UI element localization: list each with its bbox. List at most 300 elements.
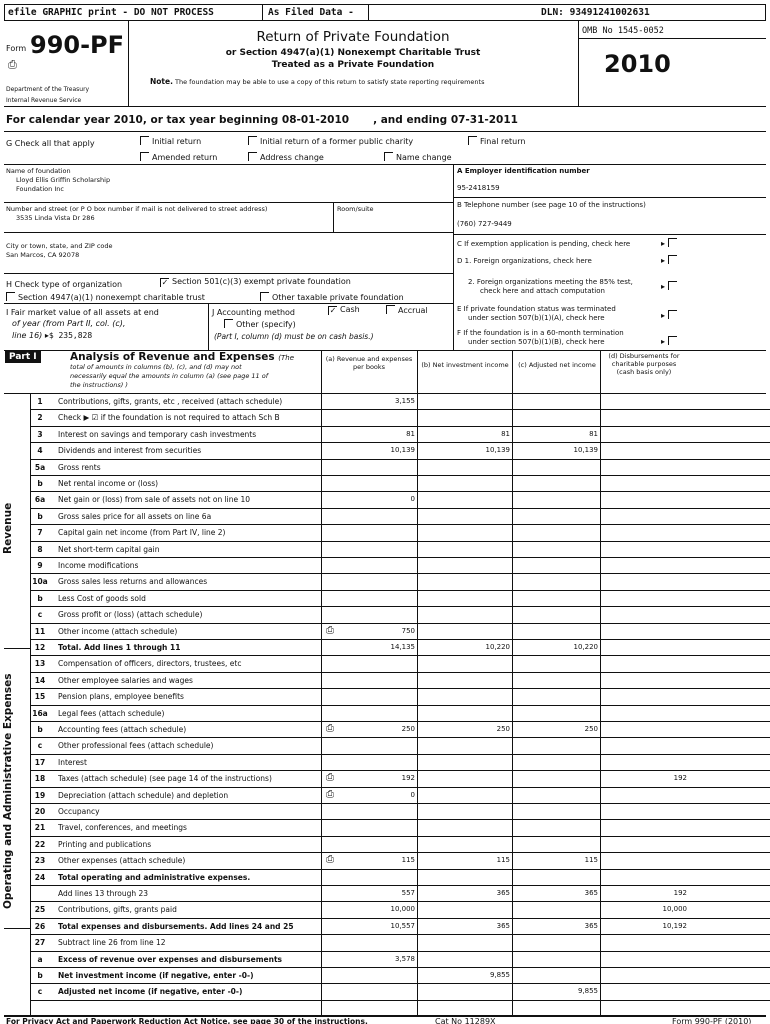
dln-number: DLN: 93491241002631 [541,7,650,18]
table-row [30,673,770,689]
line-label: Contributions, gifts, grants, etc , received (attach schedule) [58,397,283,406]
col-b-value[interactable] [417,624,512,640]
col-a-value[interactable] [321,689,417,705]
foundation-name-2: Foundation Inc [16,185,64,193]
attachment-icon[interactable]: ⎙ [326,772,334,784]
col-b-value[interactable] [417,771,512,787]
checkbox-accrual[interactable]: Accrual [386,305,428,315]
col-b-value[interactable] [417,689,512,705]
col-c-value[interactable] [512,624,600,640]
col-d-value[interactable] [600,542,689,558]
col-c-value[interactable]: 365 [512,919,600,935]
line-label: Add lines 13 through 23 [58,889,149,898]
line-number: b [37,725,43,734]
form-subtitle-2: Treated as a Private Foundation [271,60,435,70]
table-row [30,689,770,705]
col-d-value[interactable] [600,558,689,574]
e-label: E If private foundation status was terminated [457,305,616,313]
col-d-value[interactable] [600,394,689,410]
col-d-value[interactable] [600,984,689,1000]
col-a-value[interactable] [321,673,417,689]
col-a-value[interactable] [321,525,417,541]
street-label: Number and street (or P O box number if mail is not delivered to street address) [6,205,268,213]
line-label: Depreciation (attach schedule) and depletion [58,790,229,800]
col-c-value[interactable]: 10,220 [512,640,600,656]
col-c-value[interactable] [512,804,600,820]
table-row [30,771,770,787]
checkbox-501c3[interactable]: ✓ Section 501(c)(3) exempt private foundation [161,277,351,287]
line-label: Capital gain net income (from Part IV, line 2) [58,528,226,538]
col-c-value[interactable] [512,952,600,968]
line-number: 6a [34,495,46,505]
col-d-value[interactable] [600,755,689,771]
table-row [30,574,770,590]
col-d-value[interactable] [600,968,689,984]
line-label: Dividends and interest from securities [58,446,202,456]
col-a-value[interactable] [321,460,417,476]
line-number: 4 [37,446,43,456]
col-b-value[interactable] [417,656,512,672]
i-label-2: of year (from Part II, col. (c), [12,319,126,328]
checkbox-other-taxable[interactable]: Other taxable private foundation [260,292,404,302]
city-value: San Marcos, CA 92078 [6,251,80,259]
checkbox-initial-former[interactable]: Initial return of a former public charity [248,136,413,146]
col-a-value[interactable]: 81 [321,427,417,443]
col-c-value[interactable] [512,591,600,607]
line-label: Contributions, gifts, grants paid [58,905,177,915]
part-i-desc-1: total of amounts in columns (b), (c), and (d) may not [70,363,242,371]
col-d-value[interactable] [600,952,689,968]
line-number: 19 [34,790,46,800]
col-c-value[interactable] [512,656,600,672]
j-note: (Part I, column (d) must be on cash basis.) [214,332,374,341]
e-label-2: under section 507(b)(1)(A), check here [468,314,605,322]
line-label: Gross profit or (loss) (attach schedule) [58,610,203,620]
col-a-value[interactable] [321,755,417,771]
line-number: 13 [34,659,46,669]
col-c-value[interactable] [512,968,600,984]
col-b-value[interactable] [417,574,512,590]
col-d-value[interactable] [600,935,689,951]
foundation-name-1: Lloyd Ellis Griffin Scholarship [16,176,111,184]
col-a-value[interactable] [321,476,417,492]
col-c-value[interactable] [512,755,600,771]
col-d-value[interactable] [600,738,689,754]
line-number: 23 [34,856,46,866]
col-a-value[interactable]: 10,139 [321,443,417,459]
col-b-value[interactable] [417,706,512,722]
col-b-value[interactable] [417,410,512,426]
line-label: Gross sales less returns and allowances [58,577,208,587]
col-a-value[interactable] [321,410,417,426]
calendar-year-line: For calendar year 2010, or tax year beginning 08-01-2010 , and ending 07-31-2011 [6,114,518,126]
col-a-value[interactable] [321,558,417,574]
as-filed-label: As Filed Data - [268,7,354,18]
checkbox-address-change[interactable]: Address change [248,152,324,162]
d2-checkbox[interactable]: ▸ [661,281,680,291]
line-number: c [37,741,43,751]
line-label: Check ▶ ☑ if the foundation is not required to attach Sch B [58,413,280,423]
col-d-value[interactable] [600,410,689,426]
line-number: 16a [32,708,48,718]
col-a-value[interactable] [321,968,417,984]
col-b-value[interactable] [417,804,512,820]
line-number: 11 [34,626,46,636]
col-b-value[interactable] [417,591,512,607]
col-b-value[interactable]: 365 [417,886,512,902]
col-b-value[interactable]: 81 [417,427,512,443]
col-c-value[interactable] [512,689,600,705]
i-label-1: I Fair market value of all assets at end [6,308,159,317]
line-number: a [37,954,43,964]
table-row [30,804,770,820]
col-d-value[interactable] [600,460,689,476]
table-row [30,542,770,558]
omb-number: OMB No 1545-0052 [582,26,664,36]
checkbox-cash[interactable]: ✓ Cash [329,305,360,315]
col-b-value[interactable] [417,984,512,1000]
col-a-value[interactable] [321,984,417,1000]
checkbox-4947[interactable]: Section 4947(a)(1) nonexempt charitable trust [6,292,205,302]
line-label: Adjusted net income (if negative, enter -0-) [58,987,243,997]
form-title: Return of Private Foundation [256,29,450,45]
checkbox-initial-return[interactable]: Initial return [140,136,201,146]
line-label: Total expenses and disbursements. Add lines 24 and 25 [58,921,294,931]
col-a-value[interactable]: 557 [321,886,417,902]
col-c-value[interactable]: 115 [512,853,600,869]
col-a-value[interactable]: 0 [321,492,417,508]
col-b-value[interactable] [417,902,512,918]
line-label: Legal fees (attach schedule) [58,708,165,718]
line-label: Net rental income or (loss) [58,479,159,488]
line-number: c [37,610,43,620]
col-a-value[interactable]: 250 [321,722,417,738]
table-row [30,460,770,476]
g-label: G Check all that apply [6,139,95,148]
attachment-icon[interactable]: ⎙ [326,788,334,800]
col-b-value[interactable]: 250 [417,722,512,738]
line-label: Less Cost of goods sold [58,593,146,603]
col-d-value[interactable] [600,870,689,886]
col-d-value[interactable]: 10,192 [600,919,689,935]
col-d-value[interactable] [600,673,689,689]
col-a-value[interactable] [321,706,417,722]
line-label: Other expenses (attach schedule) [58,856,186,866]
col-c-value[interactable] [512,771,600,787]
col-d-value[interactable] [600,574,689,590]
col-c-value[interactable] [512,706,600,722]
attachment-icon[interactable]: ⎙ [326,854,334,866]
table-row [30,558,770,574]
ein-label: A Employer identification number [457,167,590,175]
col-a-value[interactable] [321,542,417,558]
col-b-value[interactable]: 10,139 [417,443,512,459]
col-c-value[interactable] [512,476,600,492]
line-number: 27 [34,938,46,948]
form-icon: ⎙ [8,58,17,71]
col-d-value[interactable] [600,443,689,459]
footer-cat-number: Cat No 11289X [435,1017,496,1024]
col-c-value[interactable] [512,558,600,574]
col-d-value[interactable] [600,689,689,705]
line-number: 25 [34,905,46,915]
table-row [30,919,770,935]
col-d-value[interactable] [600,837,689,853]
col-b-value[interactable] [417,509,512,525]
col-c-value[interactable]: 9,855 [512,984,600,1000]
table-row [30,443,770,459]
col-b-value[interactable] [417,820,512,836]
form-subtitle-1: or Section 4947(a)(1) Nonexempt Charitable Trust [225,48,481,58]
col-b-value[interactable]: 365 [417,919,512,935]
col-b-value[interactable]: 9,855 [417,968,512,984]
col-a-value[interactable] [321,607,417,623]
col-d-value[interactable] [600,853,689,869]
table-row [30,656,770,672]
col-a-value[interactable]: 750 [321,624,417,640]
revenue-side-label: Revenue [2,502,14,554]
col-c-value[interactable] [512,820,600,836]
d1-label: D 1. Foreign organizations, check here [457,257,592,265]
col-a-value[interactable] [321,656,417,672]
col-b-value[interactable] [417,492,512,508]
line-label: Net short-term capital gain [58,544,160,554]
col-d-value[interactable] [600,509,689,525]
line-number: 8 [37,544,43,554]
table-row [30,968,770,984]
col-b-value[interactable]: 10,220 [417,640,512,656]
table-row [30,640,770,656]
col-b-value[interactable] [417,788,512,804]
col-c-value[interactable] [512,607,600,623]
table-row [30,952,770,968]
col-a-value[interactable]: 10,000 [321,902,417,918]
checkbox-amended[interactable]: Amended return [140,152,217,162]
col-a-value[interactable] [321,509,417,525]
col-a-value[interactable] [321,870,417,886]
col-d-value[interactable] [600,525,689,541]
telephone-value: (760) 727-9449 [457,220,512,228]
line-number: 21 [34,823,46,833]
col-c-value[interactable] [512,902,600,918]
room-label: Room/suite [337,205,374,213]
col-b-value[interactable] [417,542,512,558]
form-note: Note. The foundation may be able to use a copy of this return to satisfy state reporting requirements [150,77,485,86]
col-c-value[interactable]: 365 [512,886,600,902]
checkbox-final-return[interactable]: Final return [468,136,525,146]
line-label: Pension plans, employee benefits [58,692,184,702]
table-row [30,837,770,853]
col-c-value[interactable] [512,574,600,590]
line-number: 1 [37,397,43,406]
col-c-value[interactable] [512,509,600,525]
col-a-value[interactable]: 3,155 [321,394,417,410]
col-b-value[interactable] [417,394,512,410]
checkbox-other-method[interactable]: Other (specify) [224,319,296,329]
line-number: 2 [37,413,43,423]
col-d-value[interactable] [600,492,689,508]
col-c-value[interactable] [512,935,600,951]
col-a-value[interactable] [321,804,417,820]
table-row [30,591,770,607]
col-a-header: (a) Revenue and expenses per books [325,355,413,371]
col-a-value[interactable] [321,591,417,607]
table-row [30,738,770,754]
table-row [30,706,770,722]
part-i-desc-3: the instructions) ) [70,381,128,389]
table-row [30,624,770,640]
col-a-value[interactable]: 0 [321,788,417,804]
col-a-value[interactable] [321,837,417,853]
line-label: Total. Add lines 1 through 11 [58,643,181,652]
attachment-icon[interactable]: ⎙ [326,723,334,734]
col-b-value[interactable] [417,558,512,574]
col-a-value[interactable] [321,820,417,836]
col-c-value[interactable] [512,460,600,476]
col-b-header: (b) Net investment income [421,361,509,369]
table-row [30,902,770,918]
col-b-value[interactable] [417,525,512,541]
table-row [30,410,770,426]
line-label: Excess of revenue over expenses and disbursements [58,954,283,964]
col-c-value[interactable]: 10,139 [512,443,600,459]
line-number: 10a [32,577,48,587]
i-label-3: line 16) ▸$ 235,828 [12,331,93,340]
col-d-value[interactable]: 10,000 [600,902,689,918]
irs-label: Internal Revenue Service [6,97,82,104]
col-d-value[interactable] [600,788,689,804]
col-a-value[interactable] [321,574,417,590]
line-label: Other income (attach schedule) [58,626,178,636]
line-label: Gross rents [58,462,101,472]
col-a-value[interactable]: 10,557 [321,919,417,935]
col-d-value[interactable]: 192 [600,886,689,902]
line-number: 5a [34,462,46,472]
col-c-value[interactable] [512,542,600,558]
col-d-value[interactable] [600,607,689,623]
col-c-value[interactable] [512,837,600,853]
col-c-value[interactable] [512,492,600,508]
c-exemption-label: C If exemption application is pending, check here [457,240,631,248]
line-label: Subtract line 26 from line 12 [58,938,166,948]
col-b-value[interactable] [417,460,512,476]
line-label: Compensation of officers, directors, trustees, etc [58,659,242,669]
col-a-value[interactable]: 115 [321,853,417,869]
part-i-desc-2: necessarily equal the amounts in column (a) (see page 11 of [70,372,269,380]
table-row [30,509,770,525]
col-d-value[interactable] [600,427,689,443]
col-b-value[interactable] [417,673,512,689]
col-d-value[interactable] [600,722,689,738]
col-c-value[interactable]: 81 [512,427,600,443]
col-c-value[interactable] [512,788,600,804]
col-c-header: (c) Adjusted net income [518,361,596,369]
line-number: b [37,479,43,488]
col-c-value[interactable] [512,870,600,886]
col-d-value[interactable] [600,804,689,820]
col-a-value[interactable]: 14,135 [321,640,417,656]
d1-checkbox[interactable]: ▸ [661,255,680,265]
col-b-value[interactable] [417,935,512,951]
line-label: Interest [58,757,87,767]
col-d-value[interactable] [600,706,689,722]
col-c-value[interactable] [512,394,600,410]
col-d-value[interactable] [600,640,689,656]
line-number: 3 [37,429,43,439]
efile-banner: efile GRAPHIC print - DO NOT PROCESS [8,7,214,18]
col-a-value[interactable]: 192 [321,771,417,787]
col-d-value[interactable] [600,656,689,672]
j-label: J Accounting method [212,308,296,317]
line-number: 12 [34,643,46,652]
footer-privacy-notice: For Privacy Act and Paperwork Reduction Act Notice, see page 30 of the instructions. [6,1017,368,1024]
table-row [30,853,770,869]
col-c-value[interactable] [512,673,600,689]
col-b-value[interactable] [417,755,512,771]
col-b-value[interactable] [417,870,512,886]
e-checkbox[interactable]: ▸ [661,310,680,320]
part-i-title: Analysis of Revenue and Expenses (The [70,351,295,363]
col-c-value[interactable] [512,410,600,426]
line-label: Gross sales price for all assets on line 6a [58,511,212,521]
table-row [30,525,770,541]
checkbox-name-change[interactable]: Name change [384,152,452,162]
col-d-header: (d) Disbursements for charitable purposes (cash basis only) [608,352,680,376]
col-d-value[interactable] [600,820,689,836]
col-b-value[interactable] [417,607,512,623]
col-b-value[interactable] [417,476,512,492]
col-b-value[interactable] [417,738,512,754]
col-a-value[interactable] [321,738,417,754]
line-label: Taxes (attach schedule) (see page 14 of the instructions) [58,774,272,784]
col-d-value[interactable] [600,476,689,492]
col-b-value[interactable] [417,952,512,968]
line-label: Net investment income (if negative, enter -0-) [58,971,254,980]
col-c-value[interactable] [512,738,600,754]
col-c-value[interactable]: 250 [512,722,600,738]
col-a-value[interactable]: 3,578 [321,952,417,968]
col-a-value[interactable] [321,935,417,951]
col-b-value[interactable]: 115 [417,853,512,869]
col-d-value[interactable] [600,591,689,607]
line-label: Income modifications [58,561,139,570]
line-label: Travel, conferences, and meetings [58,823,187,833]
col-c-value[interactable] [512,525,600,541]
table-row [30,722,770,738]
f-label-2: under section 507(b)(1)(B), check here [468,338,605,346]
col-d-value[interactable]: 192 [600,771,689,787]
line-number: 7 [37,528,43,538]
street-value: 3535 Linda Vista Dr 286 [16,214,95,222]
attachment-icon[interactable]: ⎙ [326,624,334,636]
line-number: 22 [34,839,46,849]
h-label: H Check type of organization [6,280,123,289]
line-number: 20 [34,807,46,816]
line-label: Interest on savings and temporary cash investments [58,429,257,439]
col-b-value[interactable] [417,837,512,853]
col-d-value[interactable] [600,624,689,640]
line-label: Total operating and administrative expenses. [58,872,251,882]
table-row [30,492,770,508]
line-number: 14 [34,675,46,685]
line-number: b [37,511,43,521]
line-number: b [37,593,43,603]
f-checkbox[interactable]: ▸ [661,336,680,346]
c-checkbox[interactable]: ▸ [661,238,680,248]
line-label: Occupancy [58,807,100,816]
table-row [30,476,770,492]
line-number: 24 [34,872,46,882]
